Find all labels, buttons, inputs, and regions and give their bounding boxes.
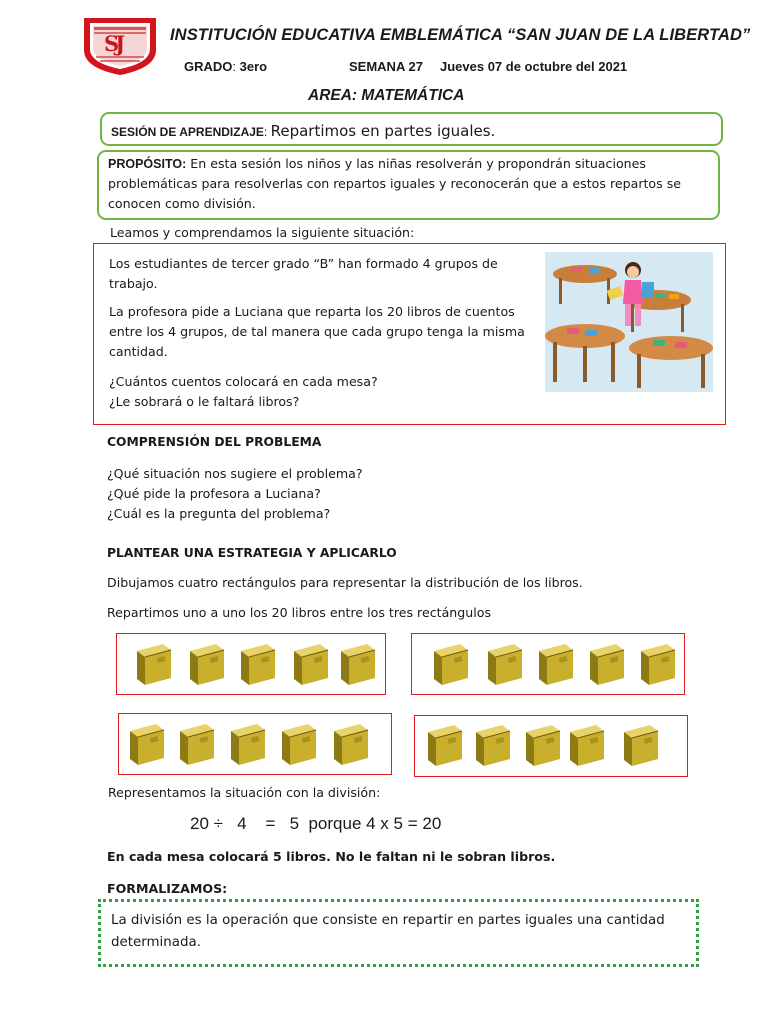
book-icon: [424, 722, 466, 768]
subject-area: AREA: MATEMÁTICA: [308, 87, 465, 104]
session-label: SESIÓN DE APRENDIZAJE: [111, 125, 264, 139]
situation-question-2: ¿Le sobrará o le faltará libros?: [109, 394, 300, 409]
grade-separator: :: [232, 59, 240, 74]
purpose-box: [97, 150, 720, 220]
comprehension-heading: COMPRENSIÓN DEL PROBLEMA: [107, 435, 322, 449]
situation-question-1: ¿Cuántos cuentos colocará en cada mesa?: [109, 374, 378, 389]
comprehension-question-2: ¿Qué pide la profesora a Luciana?: [107, 486, 321, 501]
comprehension-question-1: ¿Qué situación nos sugiere el problema?: [107, 466, 363, 481]
book-icon: [620, 722, 662, 768]
formalize-heading: FORMALIZAMOS:: [107, 881, 228, 896]
date: Jueves 07 de octubre del 2021: [440, 59, 628, 74]
session-separator: :: [263, 125, 271, 139]
week: SEMANA 27: [349, 59, 423, 74]
school-name: INSTITUCIÓN EDUCATIVA EMBLEMÁTICA “SAN JUAN DE LA LIBERTAD”: [170, 26, 751, 44]
purpose-body: En esta sesión los niños y las niñas resolverán y propondrán situaciones problemáticas para resolverlas con repartos iguales y reconocerán que a estos repartos se conocen como división.: [108, 156, 682, 211]
formalize-box: [98, 899, 699, 967]
school-logo: [80, 14, 160, 76]
grade: [184, 59, 267, 74]
book-icon: [126, 721, 168, 767]
session-title: Repartimos en partes iguales.: [270, 122, 496, 140]
book-icon: [337, 641, 379, 687]
book-icon: [522, 722, 564, 768]
formalize-text: La división es la operación que consiste en repartir en partes iguales una cantidad determinada.: [111, 913, 665, 950]
book-icon: [586, 641, 628, 687]
comprehension-question-3: ¿Cuál es la pregunta del problema?: [107, 506, 331, 521]
book-icon: [290, 641, 332, 687]
book-icon: [330, 721, 372, 767]
session-box: [100, 112, 723, 146]
book-icon: [133, 641, 175, 687]
purpose-text: [108, 154, 713, 214]
grade-label: GRADO: [184, 59, 233, 74]
situation-p1: Los estudiantes de tercer grado “B” han formado 4 grupos de trabajo.: [109, 256, 498, 291]
situation-p2: La profesora pide a Luciana que reparta los 20 libros de cuentos entre los 4 grupos, de tal manera que cada grupo tenga la misma cantidad.: [109, 304, 525, 359]
situation-box: [93, 243, 726, 425]
strategy-text-2: Repartimos uno a uno los 20 libros entre los tres rectángulos: [107, 605, 492, 620]
purpose-label: PROPÓSITO:: [108, 157, 187, 171]
division-intro: Representamos la situación con la división:: [108, 785, 381, 800]
strategy-heading: PLANTEAR UNA ESTRATEGIA Y APLICARLO: [107, 546, 397, 560]
intro-text: Leamos y comprendamos la siguiente situación:: [110, 225, 415, 240]
strategy-text-1: Dibujamos cuatro rectángulos para representar la distribución de los libros.: [107, 575, 583, 590]
book-icon: [237, 641, 279, 687]
classroom-illustration: [545, 252, 713, 392]
grade-value: 3ero: [239, 59, 268, 74]
logo-letters: SJ: [104, 31, 122, 56]
book-icon: [484, 641, 526, 687]
book-icon: [186, 641, 228, 687]
book-icon: [227, 721, 269, 767]
book-icon: [472, 722, 514, 768]
division-conclusion: En cada mesa colocará 5 libros. No le faltan ni le sobran libros.: [107, 849, 556, 864]
division-equation: 20 ÷ 4 = 5 porque 4 x 5 = 20: [190, 814, 442, 833]
book-icon: [430, 641, 472, 687]
book-icon: [535, 641, 577, 687]
book-icon: [637, 641, 679, 687]
book-icon: [566, 722, 608, 768]
book-icon: [176, 721, 218, 767]
book-icon: [278, 721, 320, 767]
